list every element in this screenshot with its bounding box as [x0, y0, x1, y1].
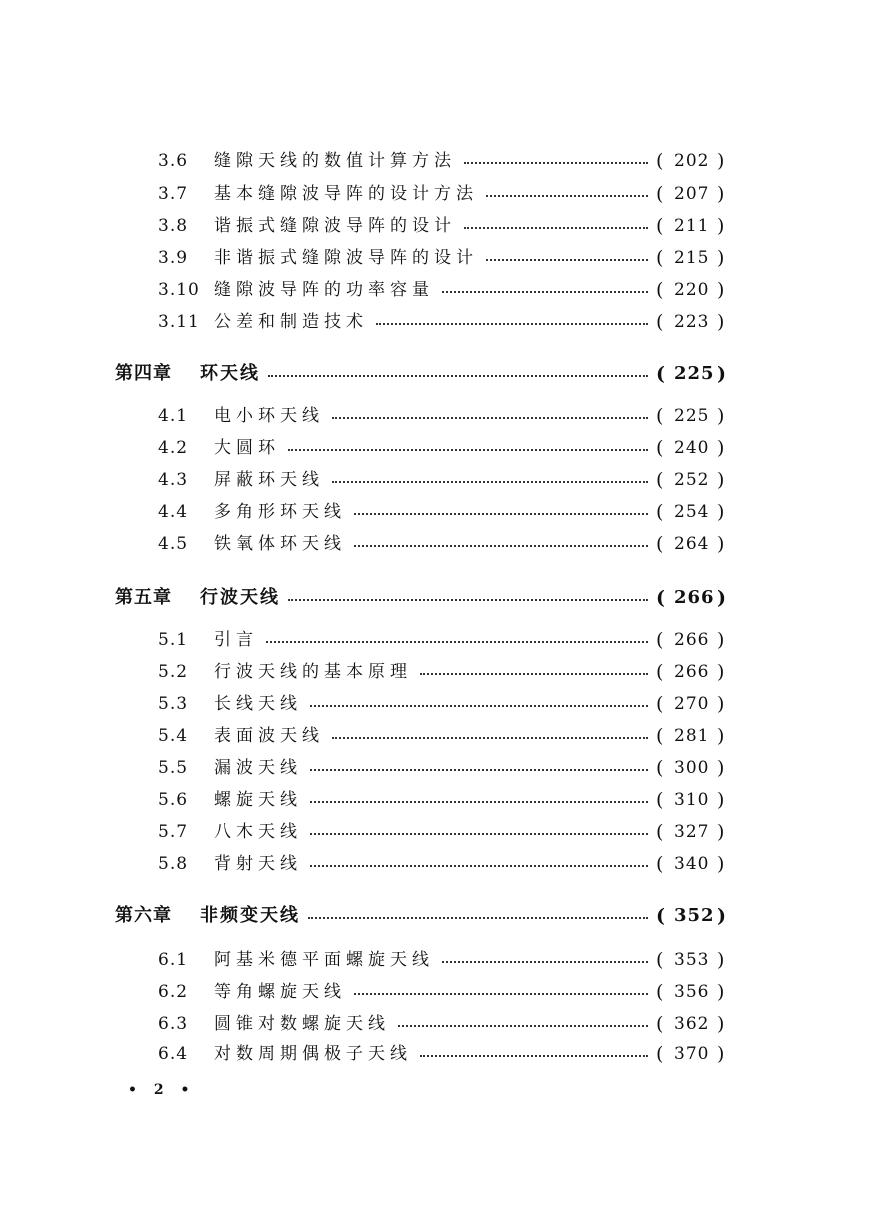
chapter-title: 行波天线 [200, 587, 280, 608]
page-ref: 362 [674, 1014, 710, 1034]
open-paren: ( [656, 405, 664, 427]
close-paren: ) [717, 405, 725, 427]
section-number: 3.8 [158, 216, 189, 236]
chapter-label: 第六章 [115, 905, 172, 926]
open-paren: ( [656, 821, 664, 843]
chapter-label: 第五章 [115, 587, 172, 608]
close-paren: ) [717, 587, 726, 609]
chapter-label: 第四章 [115, 363, 172, 384]
dot-leader [266, 641, 648, 643]
close-paren: ) [717, 363, 726, 385]
close-paren: ) [717, 501, 725, 523]
open-paren: ( [656, 587, 665, 609]
section-title: 八木天线 [214, 822, 302, 842]
section-number: 5.4 [158, 726, 189, 746]
chapter-title: 环天线 [200, 363, 260, 384]
close-paren: ) [717, 150, 725, 172]
open-paren: ( [656, 693, 664, 715]
dot-leader [308, 917, 648, 919]
open-paren: ( [656, 629, 664, 651]
page-ref: 266 [674, 587, 715, 608]
toc-entry-row [0, 626, 870, 654]
open-paren: ( [656, 789, 664, 811]
chapter-row [0, 584, 870, 612]
open-paren: ( [656, 1013, 664, 1035]
dot-leader [354, 545, 648, 547]
page-ref: 202 [674, 151, 710, 171]
page-ref: 240 [674, 438, 710, 458]
dot-leader [486, 259, 648, 261]
toc-entry-row [0, 434, 870, 462]
section-number: 6.4 [158, 1044, 189, 1064]
close-paren: ) [717, 905, 726, 927]
toc-entry-row [0, 1040, 870, 1068]
section-number: 5.5 [158, 758, 189, 778]
close-paren: ) [717, 981, 725, 1003]
open-paren: ( [656, 150, 664, 172]
page-ref: 223 [674, 312, 710, 332]
section-title: 缝隙波导阵的功率容量 [214, 280, 434, 300]
close-paren: ) [717, 247, 725, 269]
close-paren: ) [717, 533, 725, 555]
dot-leader [332, 737, 648, 739]
close-paren: ) [717, 853, 725, 875]
section-title: 电小环天线 [214, 406, 324, 426]
close-paren: ) [717, 821, 725, 843]
page-ref: 281 [674, 726, 710, 746]
close-paren: ) [717, 661, 725, 683]
toc-entry-row [0, 212, 870, 240]
toc-entry-row [0, 466, 870, 494]
open-paren: ( [656, 725, 664, 747]
section-number: 5.2 [158, 662, 189, 682]
page-ref: 252 [674, 470, 710, 490]
section-title: 缝隙天线的数值计算方法 [214, 151, 456, 171]
dot-leader [420, 673, 648, 675]
toc-entry-row [0, 722, 870, 750]
section-number: 4.1 [158, 406, 189, 426]
dot-leader [420, 1055, 648, 1057]
section-number: 6.2 [158, 982, 189, 1002]
dot-leader [332, 417, 648, 419]
page-ref: 352 [674, 905, 715, 926]
section-title: 背射天线 [214, 854, 302, 874]
section-number: 4.2 [158, 438, 189, 458]
toc-entry-row [0, 276, 870, 304]
dot-leader [310, 865, 648, 867]
dot-leader [332, 481, 648, 483]
dot-leader [310, 833, 648, 835]
dot-leader [354, 513, 648, 515]
close-paren: ) [717, 1013, 725, 1035]
section-number: 3.10 [158, 280, 200, 300]
close-paren: ) [717, 949, 725, 971]
toc-entry-row [0, 1010, 870, 1038]
toc-entry-row [0, 658, 870, 686]
toc-entry-row [0, 850, 870, 878]
toc-entry-row [0, 308, 870, 336]
page-ref: 264 [674, 534, 710, 554]
open-paren: ( [656, 949, 664, 971]
section-title: 大圆环 [214, 438, 280, 458]
open-paren: ( [656, 661, 664, 683]
open-paren: ( [656, 279, 664, 301]
section-title: 屏蔽环天线 [214, 470, 324, 490]
open-paren: ( [656, 501, 664, 523]
section-title: 多角形环天线 [214, 502, 346, 522]
toc-entry-row [0, 690, 870, 718]
dot-leader [310, 705, 648, 707]
dot-leader [288, 449, 648, 451]
page-ref: 266 [674, 630, 710, 650]
close-paren: ) [717, 1043, 725, 1065]
section-title: 等角螺旋天线 [214, 982, 346, 1002]
page-ref: 353 [674, 950, 710, 970]
dot-leader [376, 323, 648, 325]
page-ref: 225 [674, 406, 710, 426]
section-title: 铁氧体环天线 [214, 534, 346, 554]
toc-entry-row [0, 754, 870, 782]
section-title: 公差和制造技术 [214, 312, 368, 332]
dot-leader [398, 1025, 648, 1027]
open-paren: ( [656, 757, 664, 779]
toc-entry-row [0, 530, 870, 558]
close-paren: ) [717, 629, 725, 651]
dot-leader [464, 227, 648, 229]
close-paren: ) [717, 725, 725, 747]
page-number: • 2 • [128, 1082, 196, 1098]
close-paren: ) [717, 693, 725, 715]
section-number: 6.3 [158, 1014, 189, 1034]
close-paren: ) [717, 215, 725, 237]
open-paren: ( [656, 311, 664, 333]
section-title: 阿基米德平面螺旋天线 [214, 950, 434, 970]
section-title: 表面波天线 [214, 726, 324, 746]
dot-leader [310, 769, 648, 771]
dot-leader [464, 162, 648, 164]
section-number: 6.1 [158, 950, 189, 970]
open-paren: ( [656, 247, 664, 269]
page-ref: 220 [674, 280, 710, 300]
section-number: 5.3 [158, 694, 189, 714]
open-paren: ( [656, 437, 664, 459]
toc-entry-row [0, 147, 870, 175]
open-paren: ( [656, 905, 665, 927]
close-paren: ) [717, 437, 725, 459]
section-number: 3.7 [158, 184, 189, 204]
page-ref: 270 [674, 694, 710, 714]
section-title: 圆锥对数螺旋天线 [214, 1014, 390, 1034]
page-ref: 310 [674, 790, 710, 810]
section-title: 漏波天线 [214, 758, 302, 778]
section-number: 4.3 [158, 470, 189, 490]
open-paren: ( [656, 469, 664, 491]
section-number: 4.5 [158, 534, 189, 554]
page-ref: 370 [674, 1044, 710, 1064]
open-paren: ( [656, 363, 665, 385]
section-number: 4.4 [158, 502, 189, 522]
toc-entry-row [0, 402, 870, 430]
open-paren: ( [656, 1043, 664, 1065]
page-ref: 225 [674, 363, 715, 384]
dot-leader [268, 375, 648, 377]
toc-entry-row [0, 946, 870, 974]
dot-leader [310, 801, 648, 803]
page-ref: 266 [674, 662, 710, 682]
close-paren: ) [717, 789, 725, 811]
open-paren: ( [656, 981, 664, 1003]
dot-leader [486, 195, 648, 197]
section-number: 3.6 [158, 151, 189, 171]
open-paren: ( [656, 215, 664, 237]
dot-leader [442, 291, 648, 293]
dot-leader [354, 993, 648, 995]
toc-entry-row [0, 498, 870, 526]
page-ref: 300 [674, 758, 710, 778]
section-number: 5.6 [158, 790, 189, 810]
close-paren: ) [717, 279, 725, 301]
chapter-row [0, 902, 870, 930]
section-title: 引言 [214, 630, 258, 650]
section-title: 螺旋天线 [214, 790, 302, 810]
page-ref: 254 [674, 502, 710, 522]
section-title: 行波天线的基本原理 [214, 662, 412, 682]
close-paren: ) [717, 183, 725, 205]
section-number: 5.1 [158, 630, 189, 650]
page-ref: 340 [674, 854, 710, 874]
section-title: 非谐振式缝隙波导阵的设计 [214, 248, 478, 268]
open-paren: ( [656, 533, 664, 555]
open-paren: ( [656, 183, 664, 205]
section-title: 谐振式缝隙波导阵的设计 [214, 216, 456, 236]
section-title: 对数周期偶极子天线 [214, 1044, 412, 1064]
toc-entry-row [0, 244, 870, 272]
chapter-row [0, 360, 870, 388]
dot-leader [442, 961, 648, 963]
toc-entry-row [0, 978, 870, 1006]
chapter-title: 非频变天线 [200, 905, 300, 926]
toc-entry-row [0, 180, 870, 208]
page-ref: 327 [674, 822, 710, 842]
page-ref: 215 [674, 248, 710, 268]
toc-entry-row [0, 818, 870, 846]
section-number: 5.7 [158, 822, 189, 842]
open-paren: ( [656, 853, 664, 875]
dot-leader [288, 599, 648, 601]
close-paren: ) [717, 757, 725, 779]
page-ref: 356 [674, 982, 710, 1002]
page-ref: 211 [674, 216, 710, 236]
section-title: 长线天线 [214, 694, 302, 714]
section-title: 基本缝隙波导阵的设计方法 [214, 184, 478, 204]
section-number: 5.8 [158, 854, 189, 874]
toc-entry-row [0, 786, 870, 814]
close-paren: ) [717, 311, 725, 333]
section-number: 3.11 [158, 312, 200, 332]
page-ref: 207 [674, 184, 710, 204]
close-paren: ) [717, 469, 725, 491]
section-number: 3.9 [158, 248, 189, 268]
